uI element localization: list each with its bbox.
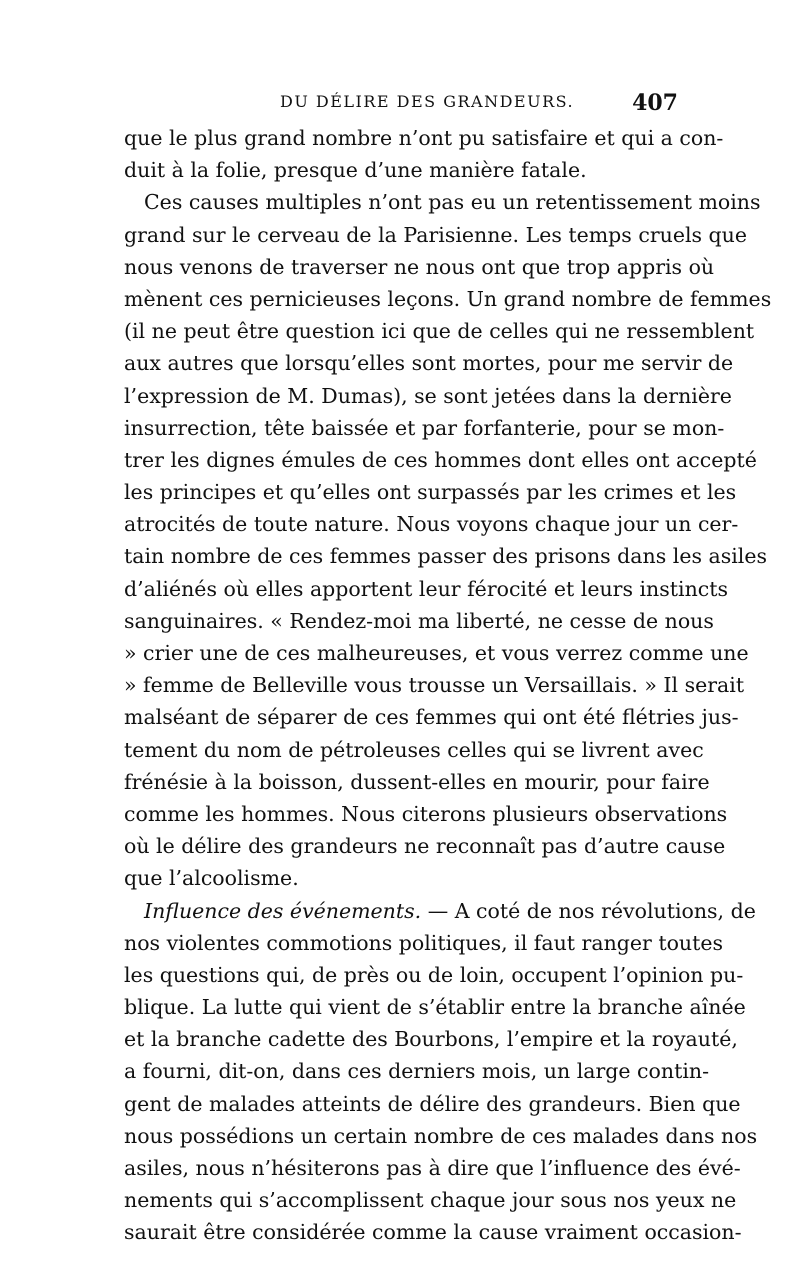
text-line: frénésie à la boisson, dussent-elles en mourir, pour faire — [124, 769, 710, 794]
body-text — [124, 122, 772, 1249]
text-line: » crier une de ces malheureuses, et vous verrez comme une — [124, 641, 749, 665]
text-line: asiles, nous n’hésiterons pas à dire que l’influence des évé- — [124, 1156, 741, 1180]
text-line: comme les hommes. Nous citerons plusieurs observations — [124, 801, 728, 826]
text-line: tement du nom de pétroleuses celles qui se livrent avec — [124, 737, 704, 762]
text-line: grand sur le cerveau de la Parisienne. Les temps cruels que — [124, 222, 748, 247]
text-line: que l’alcoolisme. — [124, 866, 299, 891]
text-line: » femme de Belleville vous trousse un Versaillais. » Il serait — [124, 673, 745, 698]
text-line: aux autres que lorsqu’elles sont mortes, pour me servir de — [124, 351, 734, 376]
section-heading: Influence des événements. — [144, 898, 422, 923]
text-line: que le plus grand nombre n’ont pu satisfaire et qui a con- — [124, 126, 724, 150]
text-line: nements qui s’accomplissent chaque jour sous nos yeux ne — [124, 1188, 737, 1213]
text-line: insurrection, tête baissée et par forfanterie, pour se mon- — [124, 415, 725, 440]
text-line: et la branche cadette des Bourbons, l’empire et la royauté, — [124, 1027, 738, 1052]
text-line: tain nombre de ces femmes passer des prisons dans les asiles — [124, 544, 767, 569]
text-line: d’aliénés où elles apportent leur férocité et leurs instincts — [124, 576, 729, 601]
section-first-line — [124, 895, 756, 927]
text-line: nous venons de traverser ne nous ont que trop appris où — [124, 254, 715, 279]
text-line: (il ne peut être question ici que de celles qui ne ressemblent — [124, 319, 755, 344]
text-line: les questions qui, de près ou de loin, occupent l’opinion pu- — [124, 962, 744, 987]
text-line: duit à la folie, presque d’une manière fatale. — [124, 158, 587, 183]
text-line: gent de malades atteints de délire des grandeurs. Bien que — [124, 1091, 741, 1116]
page-number: 407 — [632, 90, 678, 116]
text-line: atrocités de toute nature. Nous voyons chaque jour un cer- — [124, 512, 739, 537]
text-line: trer les dignes émules de ces hommes dont elles ont accepté — [124, 447, 757, 472]
text-line: blique. La lutte qui vient de s’établir entre la branche aînée — [124, 995, 746, 1020]
running-head — [124, 90, 680, 114]
text-line: où le délire des grandeurs ne reconnaît pas d’autre cause — [124, 834, 726, 859]
text-line: les principes et qu’elles ont surpassés par les crimes et les — [124, 480, 737, 505]
text-line: Ces causes multiples n’ont pas eu un retentissement moins — [144, 190, 761, 215]
text-line: malséant de séparer de ces femmes qui ont été flétries jus- — [124, 705, 739, 730]
text-line: nos violentes commotions politiques, il faut ranger toutes — [124, 930, 724, 955]
running-title: DU DÉLIRE DES GRANDEURS. — [280, 92, 575, 111]
section-first-line-text: — A coté de nos révolutions, de — [421, 898, 756, 923]
text-line: a fourni, dit-on, dans ces derniers mois, un large contin- — [124, 1059, 710, 1084]
text-line: nous possédions un certain nombre de ces malades dans nos — [124, 1123, 758, 1148]
text-line: l’expression de M. Dumas), se sont jetées dans la dernière — [124, 383, 732, 408]
text-line: saurait être considérée comme la cause vraiment occasion- — [124, 1220, 742, 1245]
text-line: sanguinaires. « Rendez-moi ma liberté, ne cesse de nous — [124, 608, 714, 633]
text-line: mènent ces pernicieuses leçons. Un grand nombre de femmes — [124, 286, 772, 311]
